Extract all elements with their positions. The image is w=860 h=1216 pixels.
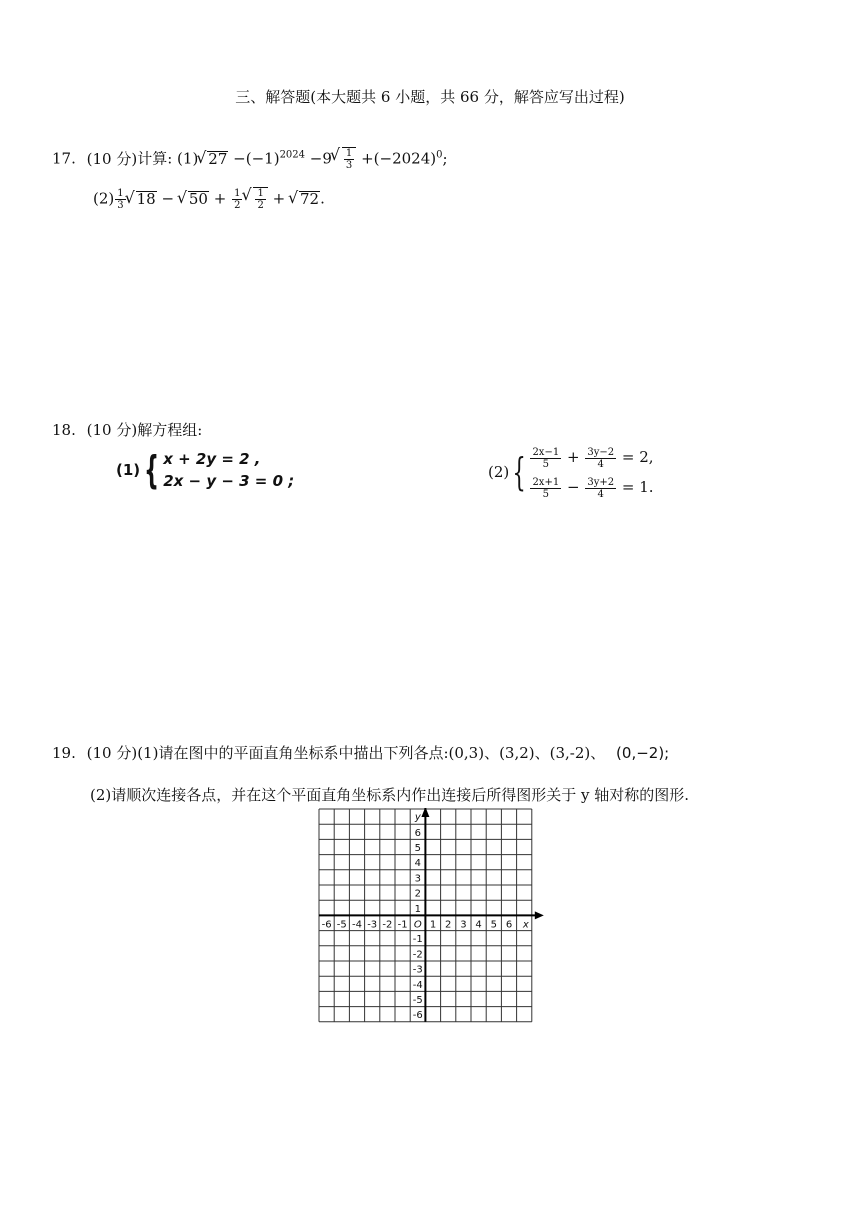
q18-p2-eq2: $\frac{2x+1}{5}$ − $\frac{3y+2}{4}$ = 1. — [532, 476, 654, 500]
frac-one-half: $\frac{1}{2}$ — [234, 188, 241, 211]
q17-number: 17. — [52, 149, 76, 168]
q18-lead: 解方程组: — [137, 421, 203, 439]
sqrt-one-half: √ $\frac{1}{2}$ — [243, 187, 267, 211]
q18-p1-eq2: 2x − y − 3 = 0 ; — [163, 472, 295, 490]
y-axis-label: y — [414, 812, 421, 823]
q19-text1-last: (0,−2); — [616, 744, 670, 762]
question-18-system-2 — [488, 442, 654, 502]
y-tick-label: 6 — [414, 827, 421, 839]
y-tick-label: -4 — [412, 979, 423, 991]
q17-p1-end: ; — [442, 149, 448, 168]
q19-text1: (1)请在图中的平面直角坐标系中描出下列各点:(0,3)、(3,2)、(3,-2)、 — [137, 744, 606, 762]
q17-p2-plus1: + — [213, 189, 227, 208]
q18-p2-eq1: $\frac{2x-1}{5}$ + $\frac{3y-2}{4}$ = 2, — [532, 446, 654, 470]
y-tick-label: -1 — [412, 934, 423, 946]
y-tick-label: -2 — [412, 949, 423, 961]
x-tick-label: -1 — [397, 919, 408, 931]
y-tick-label: -3 — [412, 964, 423, 976]
y-tick-label: 2 — [414, 888, 421, 900]
q17-p1-term2: −(−1) — [233, 149, 280, 168]
q17-p1-label: (1) — [177, 149, 199, 168]
q18-number: 18. — [52, 421, 76, 439]
x-tick-label: 3 — [460, 919, 467, 931]
y-tick-label: 3 — [414, 873, 421, 885]
x-tick-label: 4 — [475, 919, 482, 931]
q19-number: 19. — [52, 744, 76, 762]
origin-label: O — [413, 919, 422, 931]
q18-p2-label: (2) — [488, 463, 510, 481]
q17-p1-term4: +(−2024) — [361, 149, 437, 168]
coordinate-grid — [318, 808, 546, 1026]
x-tick-label: -4 — [352, 919, 362, 931]
question-19-line2: (2)请顺次连接各点，并在这个平面直角坐标系内作出连接后所得图形关于 y 轴对称的图形. — [90, 786, 690, 804]
x-axis-arrow — [535, 911, 544, 919]
x-tick-label: 2 — [445, 919, 452, 931]
x-tick-label: -2 — [382, 919, 393, 931]
q17-exp-0: 0 — [436, 149, 443, 161]
x-tick-label: 1 — [429, 919, 437, 931]
left-brace: { — [144, 448, 160, 492]
left-brace: { — [512, 450, 526, 494]
sqrt-50: √ 50 — [179, 190, 209, 208]
q17-p2-label: (2) — [93, 189, 115, 208]
sqrt-one-third: √ $\frac{1}{3}$ — [332, 147, 356, 171]
y-tick-label: 1 — [414, 903, 421, 915]
q18-p1-eq1: x + 2y = 2 , — [163, 450, 261, 468]
section-title: 三、解答题(本大题共 6 小题，共 66 分，解答应写出过程) — [235, 88, 625, 106]
axes — [319, 808, 544, 1022]
x-tick-label: 5 — [490, 919, 497, 931]
question-17-part1 — [52, 147, 448, 171]
y-tick-label: -5 — [412, 995, 423, 1006]
y-tick-label: -6 — [412, 1010, 423, 1022]
x-tick-label: 6 — [505, 919, 513, 931]
x-axis-label: x — [522, 919, 529, 931]
x-tick-label: -5 — [336, 919, 347, 931]
q17-p2-end: . — [320, 189, 325, 208]
question-18-header — [52, 419, 202, 440]
sqrt-72: √ 72 — [290, 190, 320, 208]
q17-p1-term3: −9 — [309, 149, 332, 168]
frac-one-third: $\frac{1}{3}$ — [117, 188, 124, 211]
y-tick-label: 4 — [414, 858, 421, 870]
y-tick-label: 5 — [414, 843, 421, 854]
q17-exp-2024: 2024 — [279, 149, 306, 161]
q17-lead: 计算: — [137, 149, 173, 168]
question-19-line1 — [52, 742, 669, 763]
q17-score: (10 分) — [86, 149, 138, 168]
sqrt-18: √ 18 — [127, 190, 157, 208]
question-18-system-1 — [116, 448, 294, 492]
q18-p1-label: (1) — [116, 461, 141, 479]
x-tick-label: -3 — [367, 919, 378, 931]
x-tick-label: -6 — [321, 919, 332, 931]
q17-p2-minus: − — [161, 189, 175, 208]
sqrt-27: √ 27 — [198, 150, 228, 168]
q18-score: (10 分) — [86, 421, 138, 439]
q17-p2-plus2: + — [272, 189, 286, 208]
q19-score: (10 分) — [86, 744, 138, 762]
question-17-part2 — [93, 187, 325, 211]
